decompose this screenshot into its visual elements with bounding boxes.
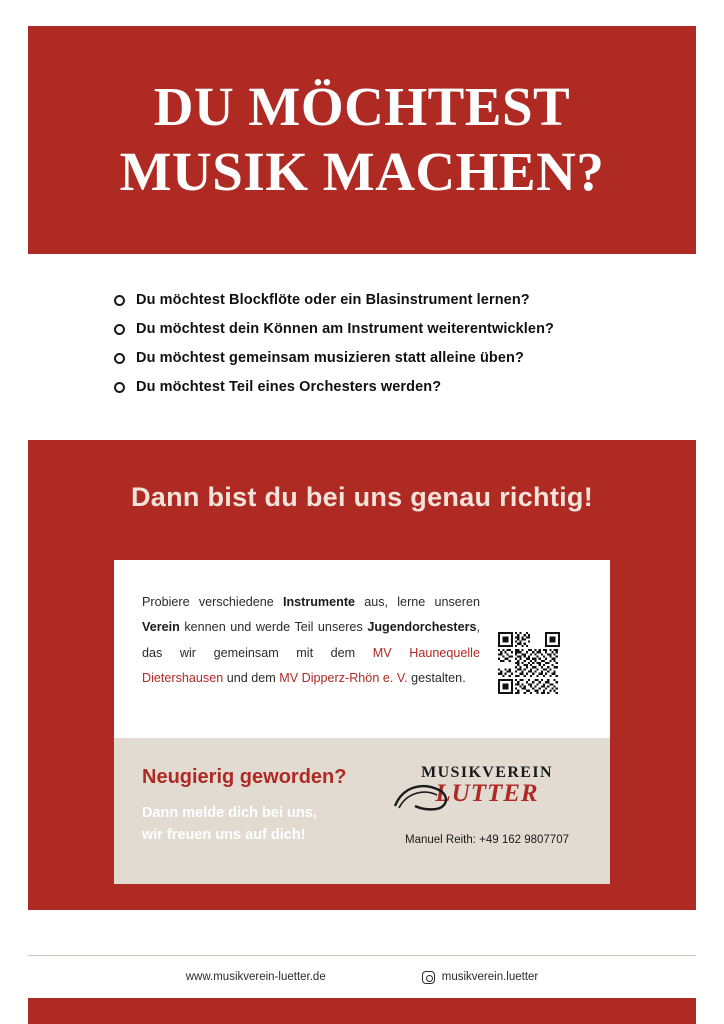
logo-top-text: MUSIKVEREIN — [421, 764, 553, 781]
horn-swoosh-icon — [393, 780, 457, 814]
contact-card — [114, 738, 610, 884]
questions-block — [28, 254, 696, 440]
musikverein-lutter-logo — [397, 764, 577, 822]
question-text: Du möchtest Blockflöte oder ein Blasinstrument lernen? — [136, 292, 530, 308]
title-line-1: DU MÖCHTEST — [153, 76, 571, 138]
tagline: Dann bist du bei uns genau richtig! — [130, 482, 593, 512]
info-b2: Verein — [142, 620, 180, 635]
info-card — [114, 560, 610, 738]
contact-line-1: Dann melde dich bei uns, — [142, 805, 317, 821]
contact-heading: Neugierig geworden? — [142, 766, 347, 788]
info-t4: , das wir gemeinsam mit dem — [142, 620, 480, 660]
bottom-red-bar — [28, 998, 696, 1024]
info-t6: gestalten. — [407, 671, 466, 686]
info-b1: Instrumente — [282, 595, 356, 609]
info-t3: kennen und werde Teil unseres — [179, 620, 368, 635]
circle-bullet-icon — [114, 295, 125, 306]
question-text: Du möchtest gemeinsam musizieren statt alleine üben? — [136, 350, 524, 366]
question-text: Du möchtest dein Können am Instrument weiterentwicklen? — [136, 321, 555, 337]
info-t5: und dem — [223, 671, 280, 686]
instagram-link[interactable] — [422, 971, 539, 984]
info-paragraph — [142, 590, 480, 738]
partner-link-haunequelle: MV Haunequelle Dietershausen — [142, 645, 480, 686]
contact-text-block — [114, 738, 364, 884]
list-item — [114, 379, 696, 395]
partner-link-dipperz: MV Dipperz-Rhön e. V. — [279, 671, 408, 686]
contact-line-2: wir freuen uns auf dich! — [142, 827, 306, 844]
question-text: Du möchtest Teil eines Orchesters werden? — [136, 379, 442, 395]
instagram-icon — [422, 971, 435, 984]
circle-bullet-icon — [114, 353, 125, 364]
website-link[interactable] — [186, 971, 326, 983]
instagram-handle: musikverein.luetter — [441, 971, 539, 983]
footer — [28, 955, 696, 998]
info-t2: aus, lerne unseren — [355, 595, 480, 609]
logo-bottom-text: LUTTER — [435, 780, 539, 807]
hero-banner — [28, 26, 696, 254]
poster-title — [120, 75, 605, 205]
info-t1: Probiere verschiedene — [142, 595, 283, 609]
qr-code[interactable] — [498, 632, 560, 694]
circle-bullet-icon — [114, 324, 125, 335]
title-line-2: MUSIK MACHEN? — [119, 141, 605, 202]
list-item — [114, 321, 696, 337]
website-text: www.musikverein-luetter.de — [185, 971, 326, 983]
info-b3: Jugendorchesters — [367, 620, 477, 635]
logo-block — [364, 738, 610, 884]
list-item — [114, 350, 696, 366]
list-item — [114, 292, 696, 308]
circle-bullet-icon — [114, 382, 125, 393]
contact-phone: Manuel Reith: +49 162 9807707 — [404, 834, 569, 846]
